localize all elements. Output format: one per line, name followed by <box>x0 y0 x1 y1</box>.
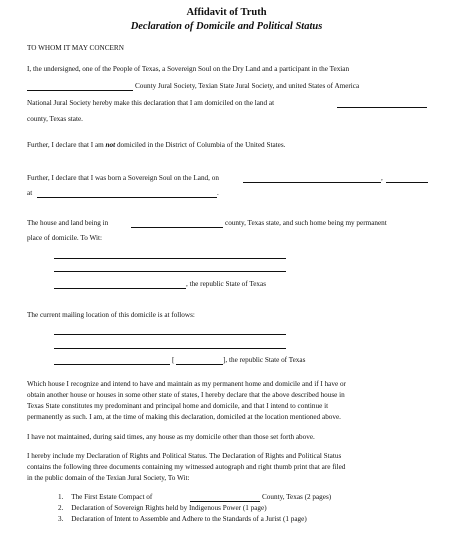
p1-land-blank[interactable] <box>337 107 427 108</box>
list-text-tail: County, Texas (2 pages) <box>262 493 332 501</box>
p8-line2: contains the following three documents containing my witnessed autograph and right thumb print that are filed <box>27 463 346 471</box>
list-item <box>58 505 267 512</box>
p4-address-line3[interactable] <box>54 288 186 289</box>
p7-line: I have not maintained, during said times, any house as my domicile other than those set forth above. <box>27 433 315 441</box>
p5-line1: The current mailing location of this domicile is at follows: <box>27 311 195 319</box>
p3-line2: at <box>27 189 33 197</box>
p6-line1: Which house I recognize and intend to have and maintain as my permanent home and domicile and if I have or <box>27 380 346 388</box>
p1-line1: I, the undersigned, one of the People of Texas, a Sovereign Soul on the Dry Land and a participant in the Texian <box>27 65 350 73</box>
p1-county-blank[interactable] <box>27 90 133 91</box>
p3-date-blank[interactable] <box>243 182 381 183</box>
p2-before: Further, I declare that I am <box>27 141 104 149</box>
list-text: The First Estate Compact of <box>71 493 153 501</box>
p2-line <box>27 142 285 149</box>
list-item <box>58 516 307 523</box>
p6-line3: Texas State constitutes my predominant and principal home and domicile, and that I intend to continue it <box>27 402 329 410</box>
p3-line1: Further, I declare that I was born a Sovereign Soul on the Land, on <box>27 174 219 182</box>
p4-line1a: The house and land being in <box>27 219 109 227</box>
p3-year-blank[interactable] <box>386 182 428 183</box>
p3-comma: , <box>381 174 383 182</box>
p8-line3: in the public domain of the Texian Jural Society, To Wit: <box>27 474 190 482</box>
document-title: Affidavit of Truth <box>186 7 267 18</box>
list-text: Declaration of Intent to Assemble and Adhere to the Standards of a Jurist (1 page) <box>71 515 307 523</box>
document-subtitle: Declaration of Domicile and Political Status <box>130 21 323 32</box>
p4-republic: , the republic State of Texas <box>186 280 266 288</box>
p4-address-line2[interactable] <box>54 271 286 272</box>
p3-period: . <box>217 189 219 197</box>
p5-mailing-line1[interactable] <box>54 334 286 335</box>
p5-bracket-open: [ <box>172 356 175 364</box>
list-number: 1. <box>58 493 64 501</box>
p2-emphasis: not <box>105 141 116 149</box>
p5-mailing-line3[interactable] <box>54 364 170 365</box>
p4-county-blank[interactable] <box>131 227 223 228</box>
list-text: Declaration of Sovereign Rights held by Indigenous Power (1 page) <box>71 504 267 512</box>
p4-line2: place of domicile. To Wit: <box>27 234 102 242</box>
p4-line1b: county, Texas state, and such home being my permanent <box>225 219 387 227</box>
list-number: 3. <box>58 515 64 523</box>
p3-place-blank[interactable] <box>37 197 217 198</box>
p6-line2: obtain another house or houses in some other state of states, I hereby declare that the above described house in <box>27 391 345 399</box>
p1-line3: National Jural Society hereby make this declaration that I am domiciled on the land at <box>27 99 275 107</box>
p1-line2: County Jural Society, Texian State Jural Society, and united States of America <box>135 82 360 90</box>
list-item <box>58 494 152 501</box>
p5-republic: ], the republic State of Texas <box>223 356 306 364</box>
list-county-blank[interactable] <box>190 501 260 502</box>
salutation: TO WHOM IT MAY CONCERN <box>27 44 124 52</box>
p5-zip-blank[interactable] <box>176 364 223 365</box>
p6-line4: permanently as such. I am, at the time of making this declaration, domiciled at the location mentioned above. <box>27 413 341 421</box>
p4-address-line1[interactable] <box>54 258 286 259</box>
p2-after: domiciled in the District of Columbia of the United States. <box>116 141 286 149</box>
list-number: 2. <box>58 504 64 512</box>
p8-line1: I hereby include my Declaration of Rights and Political Status. The Declaration of Rights and Political Status <box>27 452 342 460</box>
p1-line4: county, Texas state. <box>27 115 83 123</box>
p5-mailing-line2[interactable] <box>54 348 286 349</box>
